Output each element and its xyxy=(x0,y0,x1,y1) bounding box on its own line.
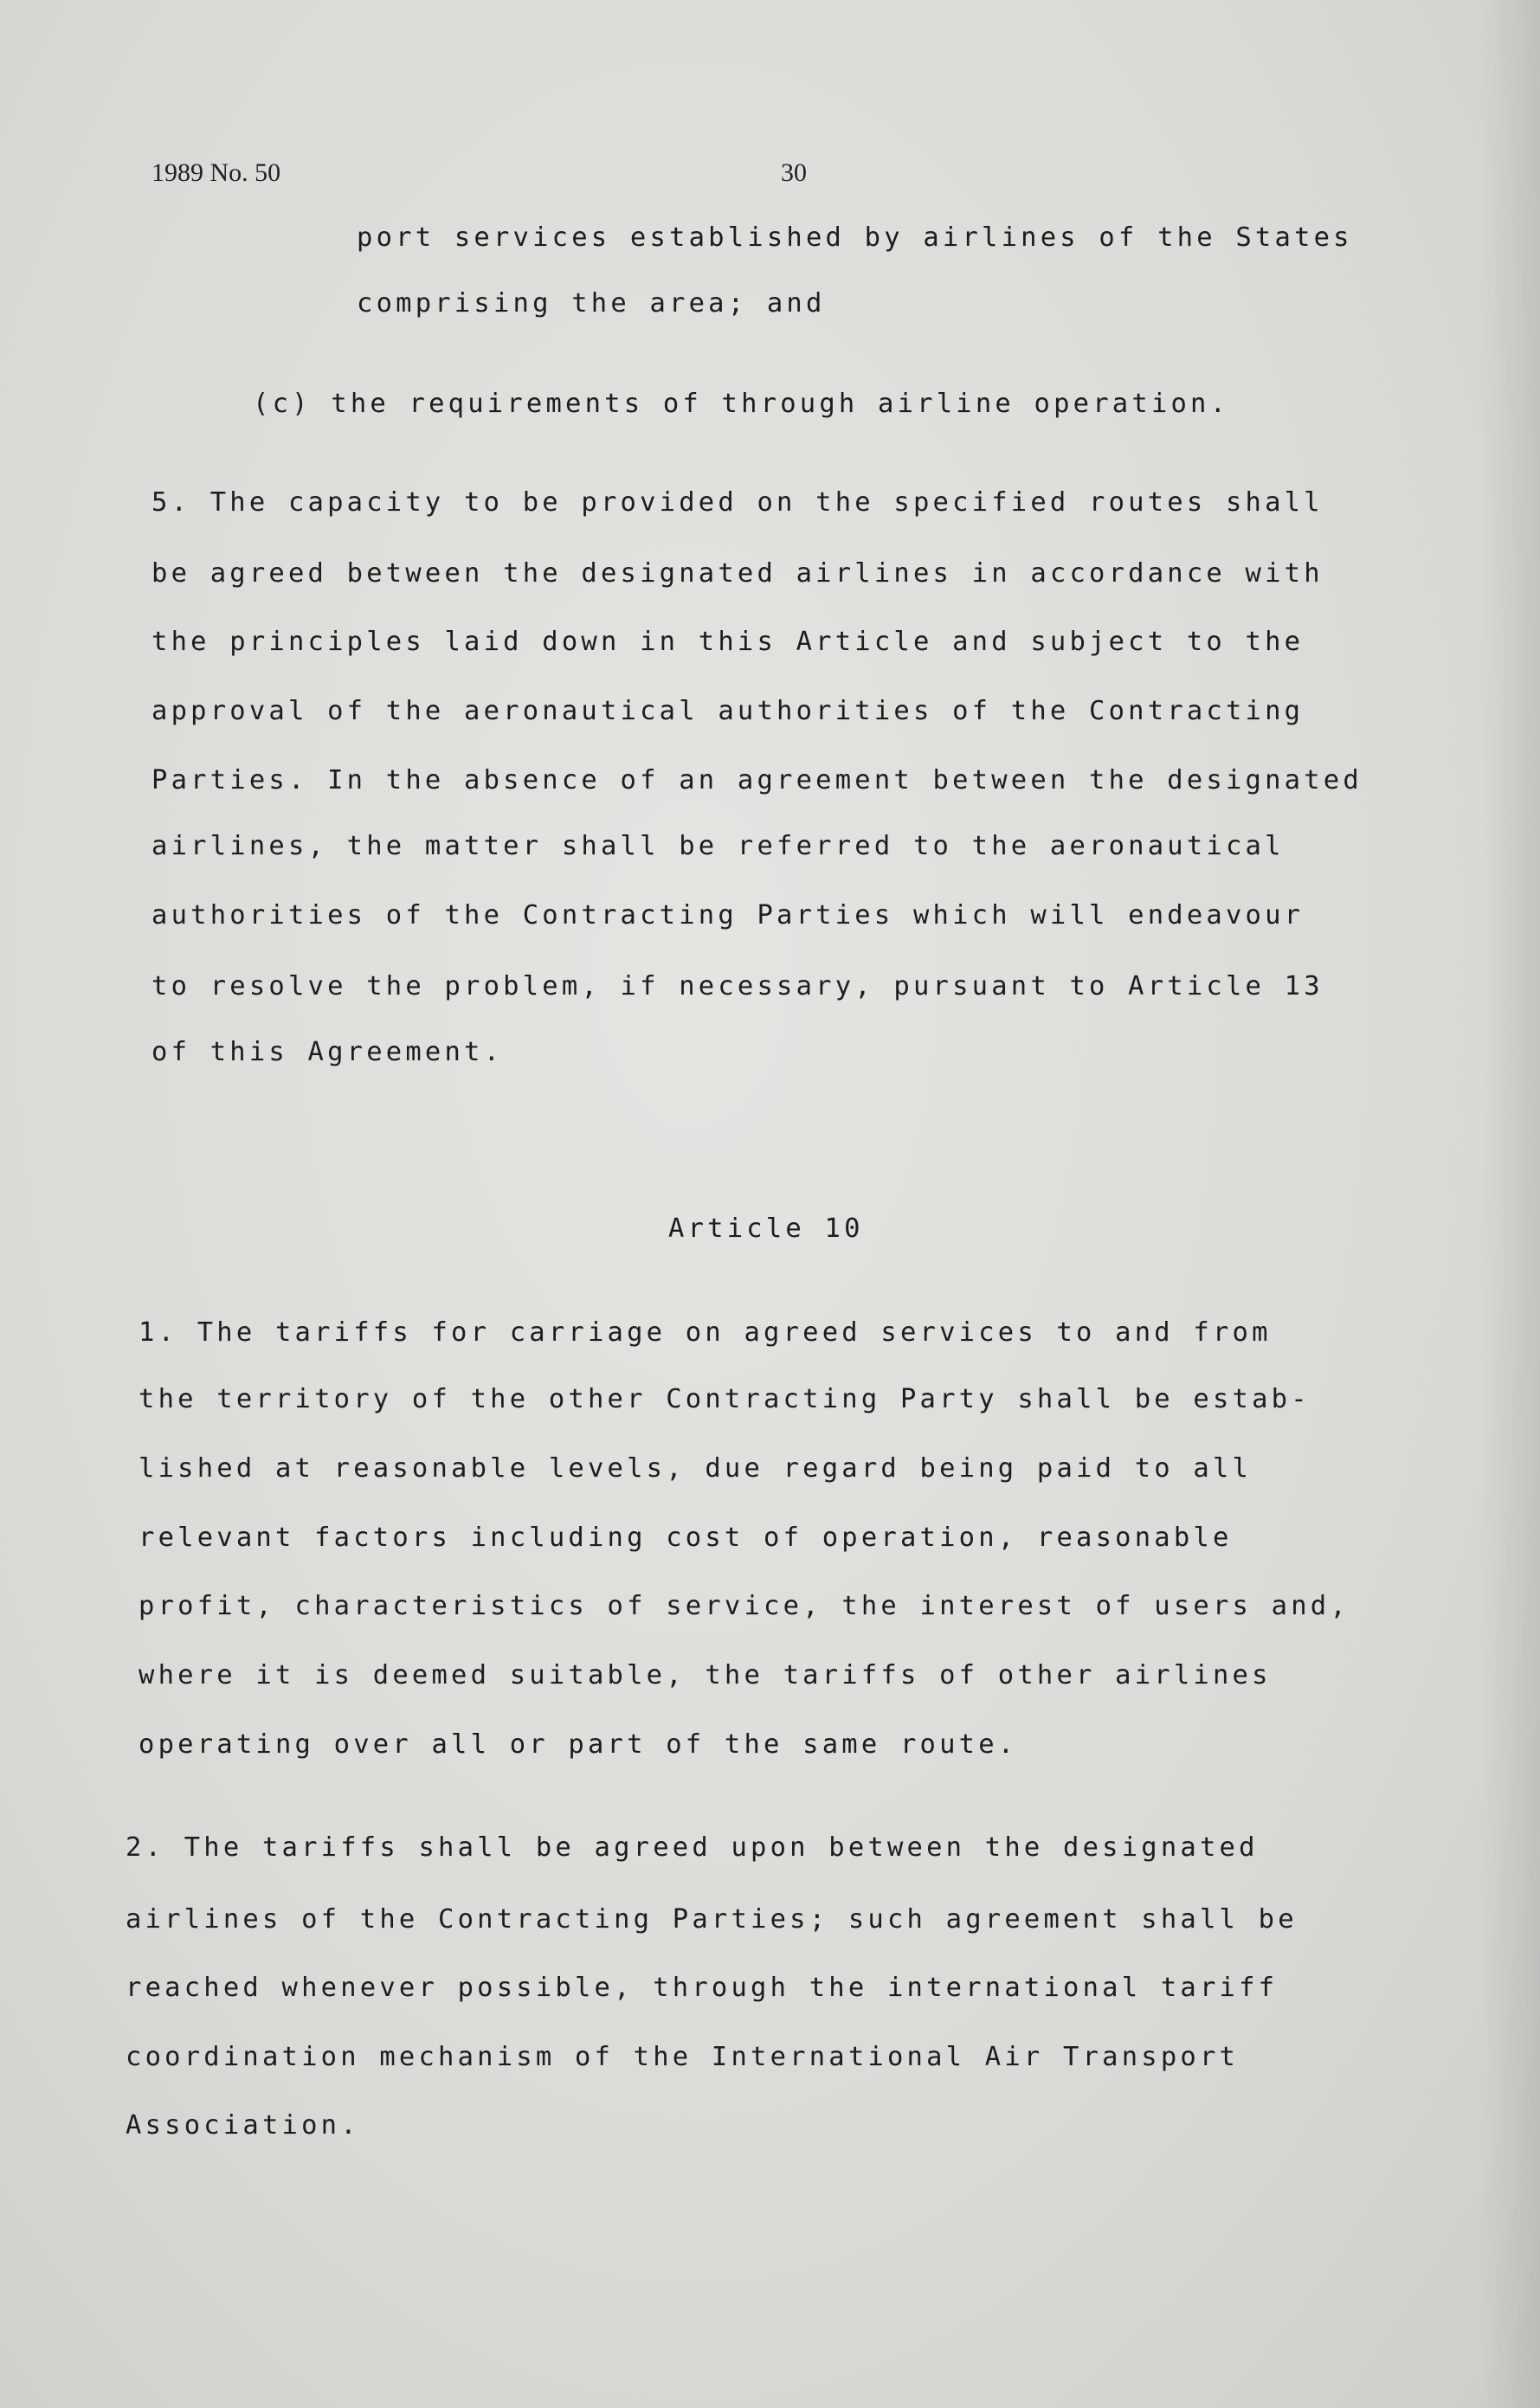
paragraph-2-line: airlines of the Contracting Parties; such agreement shall be xyxy=(126,1904,1298,1935)
paragraph-1-line: the territory of the other Contracting Party shall be estab- xyxy=(139,1384,1311,1414)
paragraph-2-line: coordination mechanism of the International Air Transport xyxy=(126,2042,1240,2072)
page-edge-shadow xyxy=(1479,0,1540,2408)
paragraph-1-line: lished at reasonable levels, due regard being paid to all xyxy=(139,1453,1253,1484)
paragraph-1-line: where it is deemed suitable, the tariffs of other airlines xyxy=(139,1660,1272,1690)
text-line: port services established by airlines of the States xyxy=(357,222,1353,253)
paragraph-5-line: to resolve the problem, if necessary, pursuant to Article 13 xyxy=(151,971,1324,1001)
paragraph-1-line: profit, characteristics of service, the interest of users and, xyxy=(139,1591,1350,1621)
text-line: comprising the area; and xyxy=(357,288,826,319)
paragraph-2-line: Association. xyxy=(126,2110,360,2141)
paragraph-2-line: 2. The tariffs shall be agreed upon between the designated xyxy=(126,1832,1259,1863)
paragraph-5-line: airlines, the matter shall be referred to the aeronautical xyxy=(151,831,1285,861)
page-citation: 1989 No. 50 xyxy=(151,158,281,187)
article-heading: Article 10 xyxy=(668,1214,864,1244)
paragraph-5-line: authorities of the Contracting Parties which will endeavour xyxy=(151,900,1305,930)
list-item-c: (c) the requirements of through airline operation. xyxy=(253,389,1230,419)
paragraph-5-line: 5. The capacity to be provided on the specified routes shall xyxy=(151,487,1324,518)
paragraph-2-line: reached whenever possible, through the international tariff xyxy=(126,1973,1279,2003)
paragraph-5-line: be agreed between the designated airlines in accordance with xyxy=(151,558,1324,589)
paragraph-5-line: of this Agreement. xyxy=(151,1037,504,1067)
paragraph-1-line: relevant factors including cost of operation, reasonable xyxy=(139,1523,1233,1553)
paragraph-5-line: Parties. In the absence of an agreement between the designated xyxy=(151,765,1363,795)
paragraph-5-line: the principles laid down in this Article and subject to the xyxy=(151,627,1305,657)
paragraph-1-line: 1. The tariffs for carriage on agreed services to and from xyxy=(139,1317,1272,1348)
paragraph-5-line: approval of the aeronautical authorities of the Contracting xyxy=(151,696,1305,726)
page-number: 30 xyxy=(781,158,807,187)
paragraph-1-line: operating over all or part of the same route. xyxy=(139,1729,1018,1760)
